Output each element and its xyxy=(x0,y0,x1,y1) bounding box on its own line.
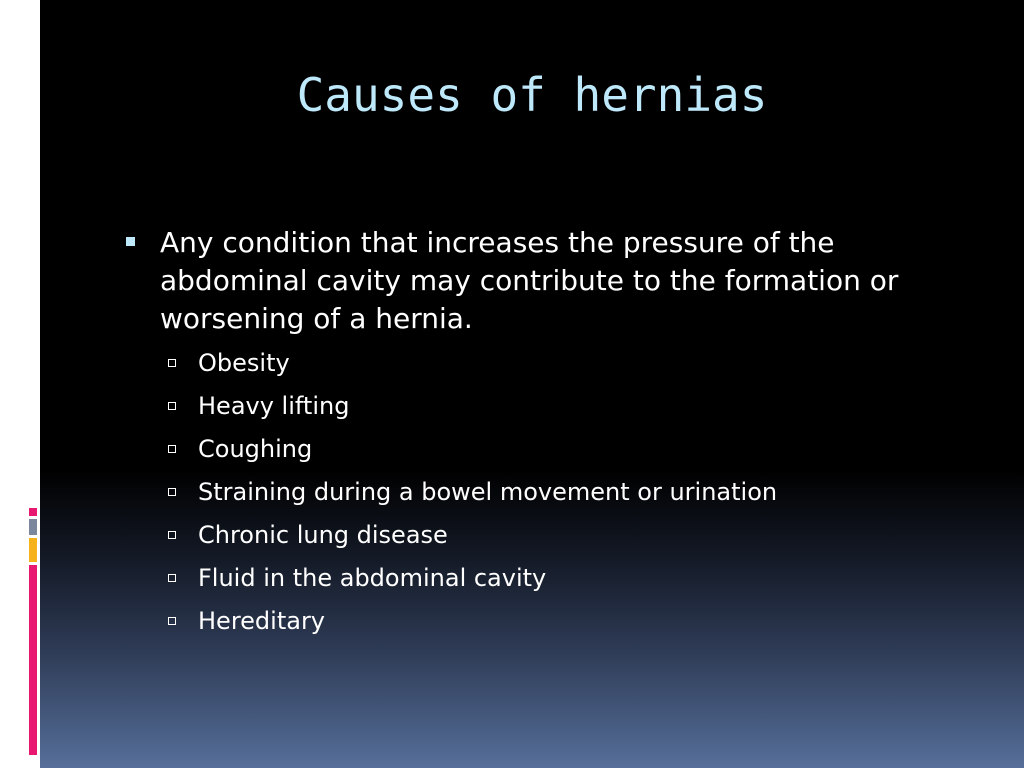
accent-bar-pink-small xyxy=(29,508,37,516)
sub-item-text: Coughing xyxy=(198,435,313,463)
list-item xyxy=(198,557,980,600)
list-item xyxy=(198,342,980,385)
sub-bullet-list xyxy=(120,342,980,643)
sub-item-text: Obesity xyxy=(198,349,290,377)
sub-item-text: Heavy lifting xyxy=(198,392,350,420)
hollow-square-bullet-icon xyxy=(168,617,176,625)
sub-item-text: Hereditary xyxy=(198,607,326,635)
hollow-square-bullet-icon xyxy=(168,445,176,453)
hollow-square-bullet-icon xyxy=(168,488,176,496)
list-item xyxy=(198,385,980,428)
hollow-square-bullet-icon xyxy=(168,402,176,410)
list-item xyxy=(198,600,980,643)
hollow-square-bullet-icon xyxy=(168,574,176,582)
square-bullet-icon xyxy=(126,237,135,246)
list-item xyxy=(198,428,980,471)
slide-body xyxy=(120,224,980,643)
list-item xyxy=(198,471,980,514)
main-bullet xyxy=(120,224,980,338)
slide-title: Causes of hernias xyxy=(296,68,768,122)
sub-item-text: Fluid in the abdominal cavity xyxy=(198,564,547,592)
accent-bar-gray xyxy=(29,519,37,535)
list-item xyxy=(198,514,980,557)
hollow-square-bullet-icon xyxy=(168,359,176,367)
sub-item-text: Chronic lung disease xyxy=(198,521,448,549)
sub-item-text: Straining during a bowel movement or urination xyxy=(198,478,778,506)
accent-bar-yellow xyxy=(29,538,37,562)
main-bullet-text: Any condition that increases the pressure of the abdominal cavity may contribute to the formation or worsening of a hernia. xyxy=(160,226,899,335)
accent-bar-pink-long xyxy=(29,565,37,755)
hollow-square-bullet-icon xyxy=(168,531,176,539)
